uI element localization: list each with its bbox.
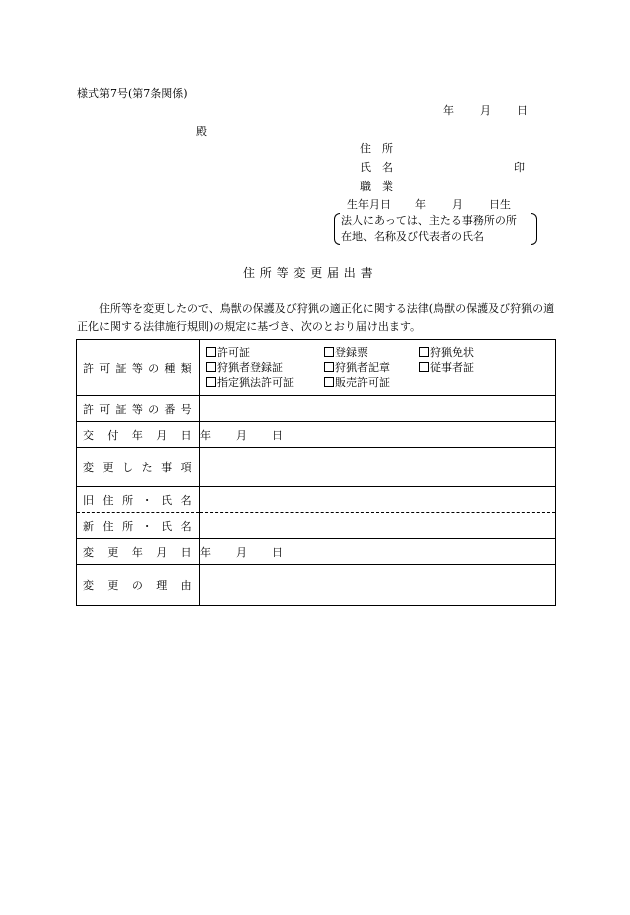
option-kyokasho[interactable]: 許可証 xyxy=(206,346,324,360)
corporate-note xyxy=(337,213,533,245)
changed-item-field[interactable] xyxy=(200,448,556,487)
birth-month: 月 xyxy=(452,198,463,211)
row-change-date xyxy=(77,539,556,565)
option-hanbai-kyokasho[interactable]: 販売許可証 xyxy=(324,376,419,390)
change-form-table xyxy=(76,339,556,606)
checkbox-icon[interactable] xyxy=(324,347,334,357)
change-date-field[interactable]: 年 月 日 xyxy=(200,539,556,565)
corporate-note-line2: 在地、名称及び代表者の氏名 xyxy=(341,230,484,243)
date-day: 日 xyxy=(517,104,528,117)
checkbox-icon[interactable] xyxy=(324,377,334,387)
change-date-label: 変更年月日 xyxy=(77,539,200,565)
option-torokuhyo[interactable]: 登録票 xyxy=(324,346,419,360)
birth-day: 日生 xyxy=(489,198,511,211)
date-month: 月 xyxy=(480,104,491,117)
checkbox-icon[interactable] xyxy=(206,347,216,357)
issue-date-label: 交付年月日 xyxy=(77,422,200,448)
birth-label: 生年月日 xyxy=(347,198,391,211)
submission-date xyxy=(443,104,528,118)
row-issue-date xyxy=(77,422,556,448)
checkbox-icon[interactable] xyxy=(206,362,216,372)
changed-item-label: 変更した事項 xyxy=(77,448,200,487)
checkbox-icon[interactable] xyxy=(206,377,216,387)
old-address-label: 旧住所・氏名 xyxy=(77,487,200,513)
issue-date-field[interactable]: 年 月 日 xyxy=(200,422,556,448)
option-shitei-ryoho-kyokasho[interactable]: 指定猟法許可証 xyxy=(206,376,324,390)
license-number-field[interactable] xyxy=(200,396,556,422)
date-year: 年 xyxy=(443,104,454,117)
row-change-reason xyxy=(77,565,556,606)
intro-paragraph: 住所等を変更したので、鳥獣の保護及び狩猟の適正化に関する法律(鳥獣の保護及び狩猟の適正化に関する法律施行規則)の規定に基づき、次のとおり届け出ます。 xyxy=(77,302,555,333)
applicant-address-label: 住 所 xyxy=(360,142,393,155)
new-address-label: 新住所・氏名 xyxy=(77,513,200,539)
applicant-occupation-label: 職 業 xyxy=(360,180,393,193)
option-shuryo-menjo[interactable]: 狩猟免状 xyxy=(419,346,519,360)
option-shuryosha-kisho[interactable]: 狩猟者記章 xyxy=(324,361,419,375)
checkbox-icon[interactable] xyxy=(324,362,334,372)
addressee-suffix: 殿 xyxy=(196,125,207,138)
row-new-address xyxy=(77,513,556,539)
new-address-field[interactable] xyxy=(200,513,556,539)
license-number-label: 許可証等の番号 xyxy=(77,396,200,422)
applicant-birthdate xyxy=(347,198,511,212)
checkbox-icon[interactable] xyxy=(419,347,429,357)
seal-mark: 印 xyxy=(514,161,525,174)
birth-year: 年 xyxy=(415,198,426,211)
old-address-field[interactable] xyxy=(200,487,556,513)
license-type-options xyxy=(200,340,556,396)
license-type-label: 許可証等の種類 xyxy=(77,340,200,396)
applicant-name-label: 氏 名 xyxy=(360,161,393,174)
change-reason-label: 変更の理由 xyxy=(77,565,200,606)
change-reason-field[interactable] xyxy=(200,565,556,606)
checkbox-icon[interactable] xyxy=(419,362,429,372)
row-old-address xyxy=(77,487,556,513)
option-jujisha-sho[interactable]: 従事者証 xyxy=(419,361,519,375)
form-number: 様式第7号(第7条関係) xyxy=(77,87,188,100)
row-license-type xyxy=(77,340,556,396)
row-license-number xyxy=(77,396,556,422)
option-shuryosha-torokusho[interactable]: 狩猟者登録証 xyxy=(206,361,324,375)
corporate-note-line1: 法人にあっては、主たる事務所の所 xyxy=(341,214,517,227)
row-changed-item xyxy=(77,448,556,487)
document-title: 住所等変更届出書 xyxy=(243,266,378,280)
